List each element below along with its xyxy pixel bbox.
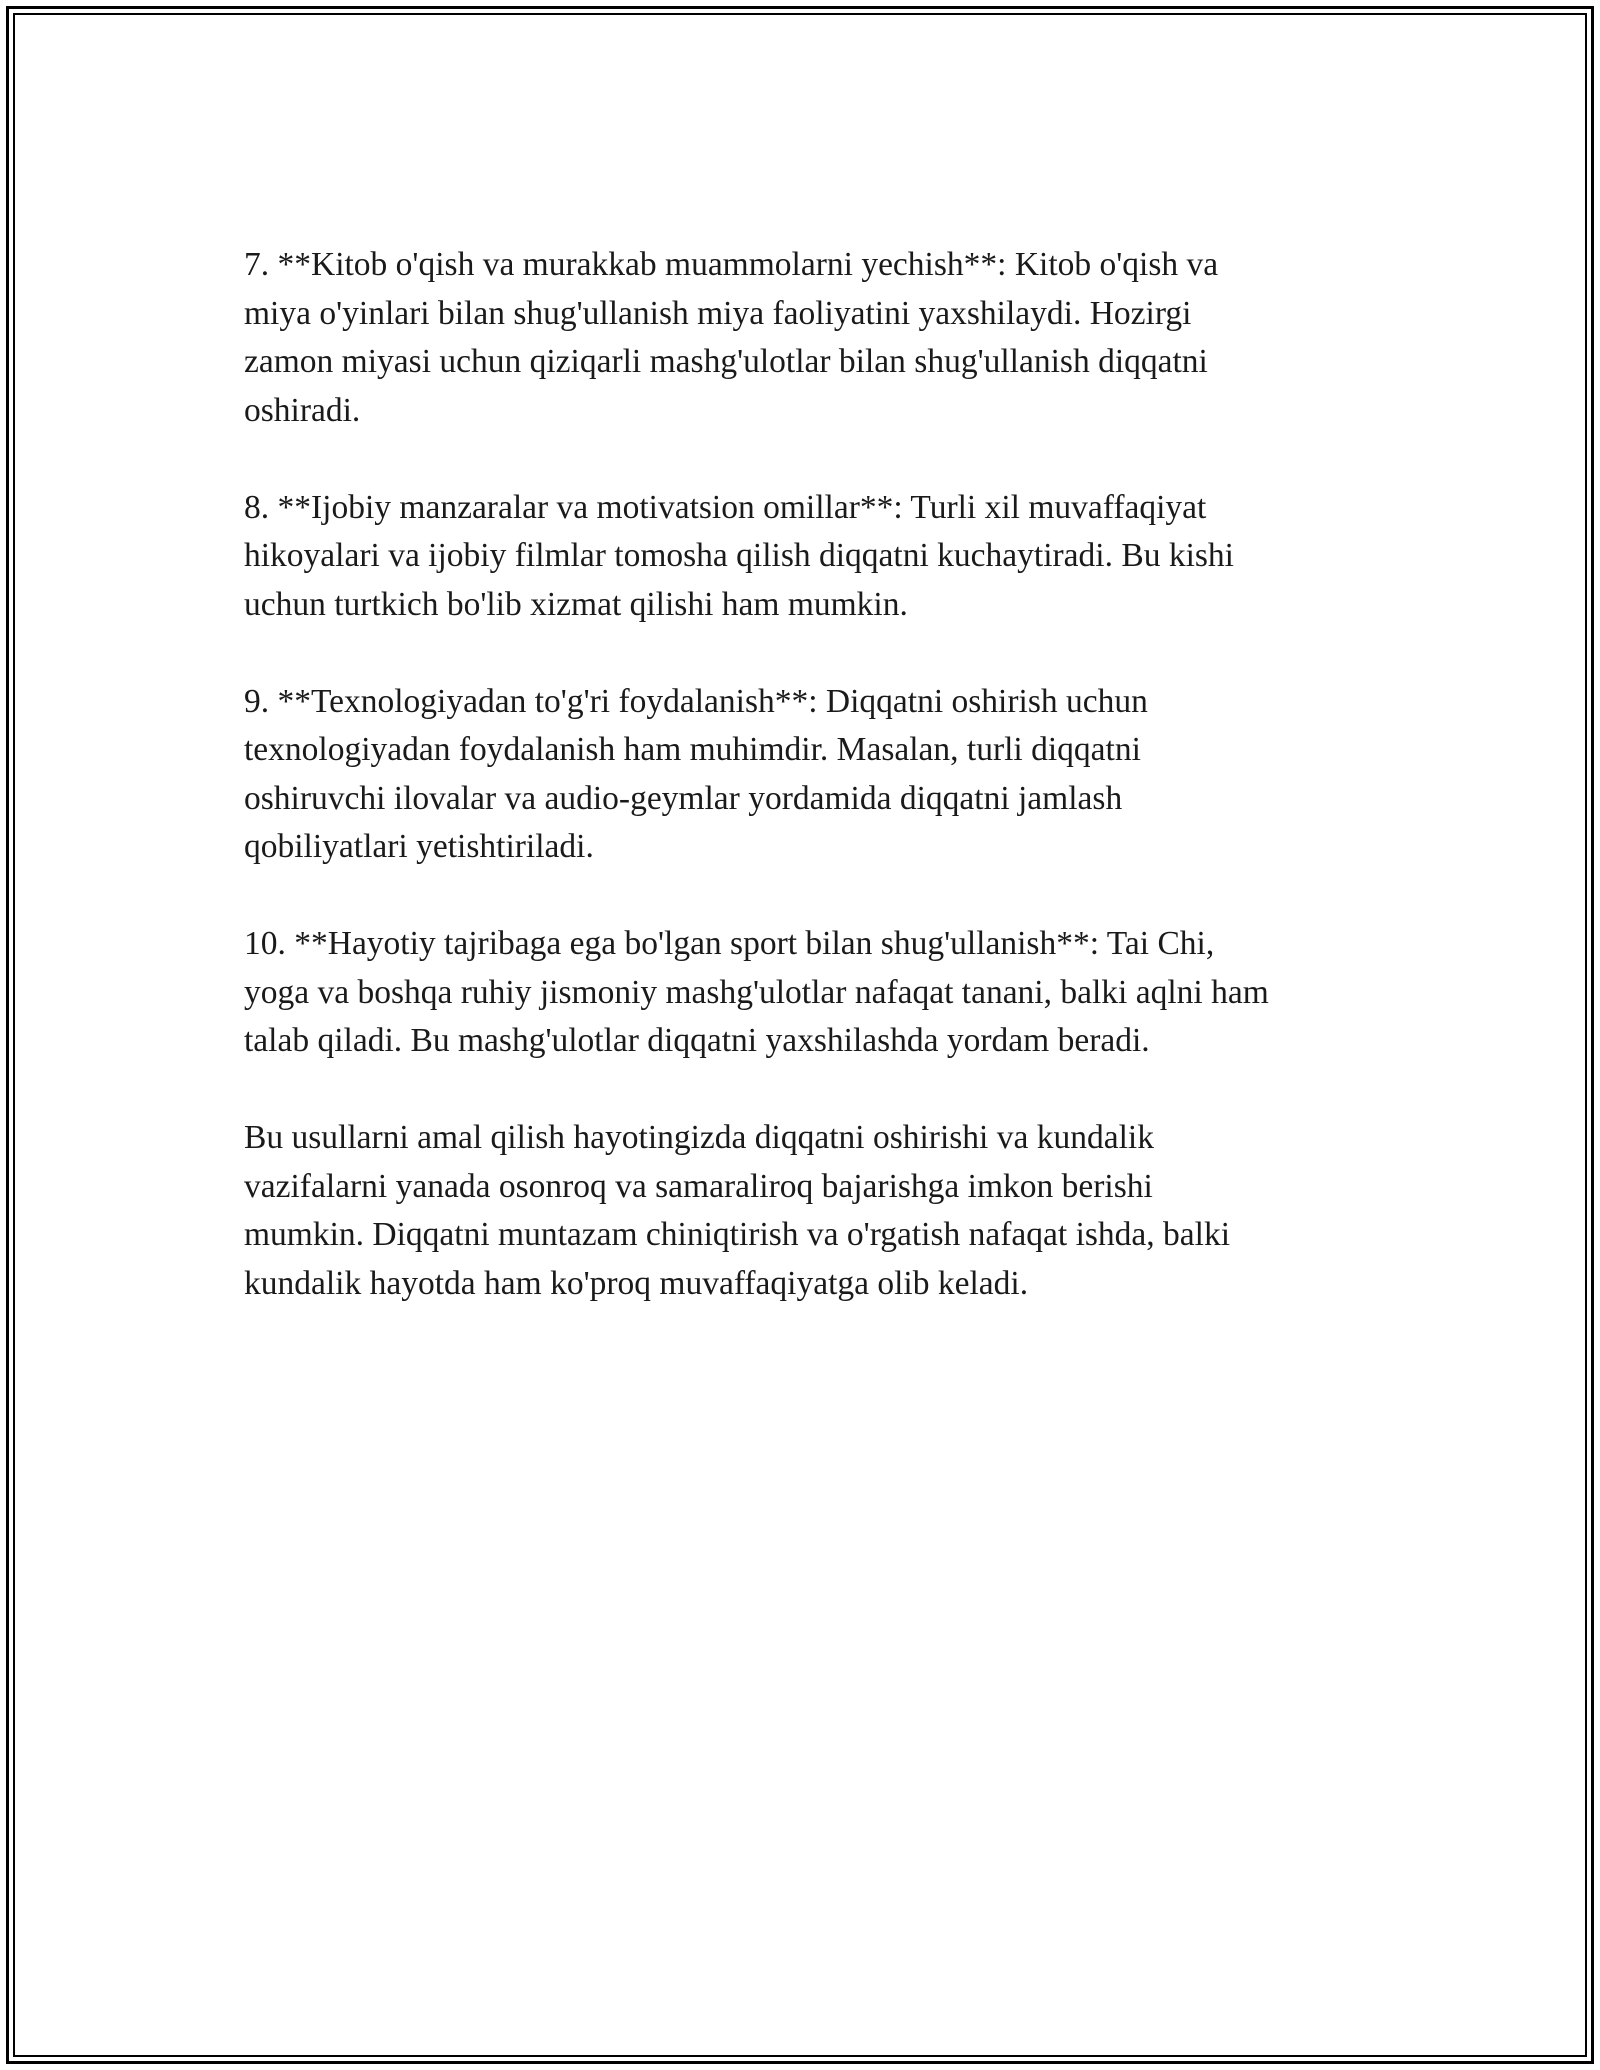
paragraph-conclusion: Bu usullarni amal qilish hayotingizda diqqatni oshirishi va kundalik vazifalarni yanada osonroq va samaraliroq bajarishga imkon berishi mumkin. Diqqatni muntazam chiniqtirish va o'rgatish nafaqat ishda, balki kundalik hayotda ham ko'proq muvaffaqiyatga olib keladi.	[244, 1119, 1231, 1302]
paragraph-item-7: 7. **Kitob o'qish va murakkab muammolarni yechish**: Kitob o'qish va miya o'yinlari bilan shug'ullanish miya faoliyatini yaxshilaydi. Hozirgi zamon miyasi uchun qiziqarli mashg'ulotlar bilan shug'ullanish diqqatni oshiradi.	[244, 246, 1219, 429]
paragraph-item-8: 8. **Ijobiy manzaralar va motivatsion omillar**: Turli xil muvaffaqiyat hikoyalari va ijobiy filmlar tomosha qilish diqqatni kuchaytiradi. Bu kishi uchun turtkich bo'lib xizmat qilishi ham mumkin.	[244, 488, 1234, 623]
page-border	[6, 6, 1594, 2064]
paragraph-item-9: 9. **Texnologiyadan to'g'ri foydalanish**: Diqqatni oshirish uchun texnologiyadan foydalanish ham muhimdir. Masalan, turli diqqatni oshiruvchi ilovalar va audio-geymlar yordamida diqqatni jamlash qobiliyatlari yetishtiriladi.	[244, 682, 1148, 865]
document-body	[244, 241, 1394, 1308]
paragraph-item-10: 10. **Hayotiy tajribaga ega bo'lgan sport bilan shug'ullanish**: Tai Chi, yoga va boshqa ruhiy jismoniy mashg'ulotlar nafaqat tanani, balki aqlni ham talab qiladi. Bu mashg'ulotlar diqqatni yaxshilashda yordam beradi.	[244, 925, 1269, 1059]
